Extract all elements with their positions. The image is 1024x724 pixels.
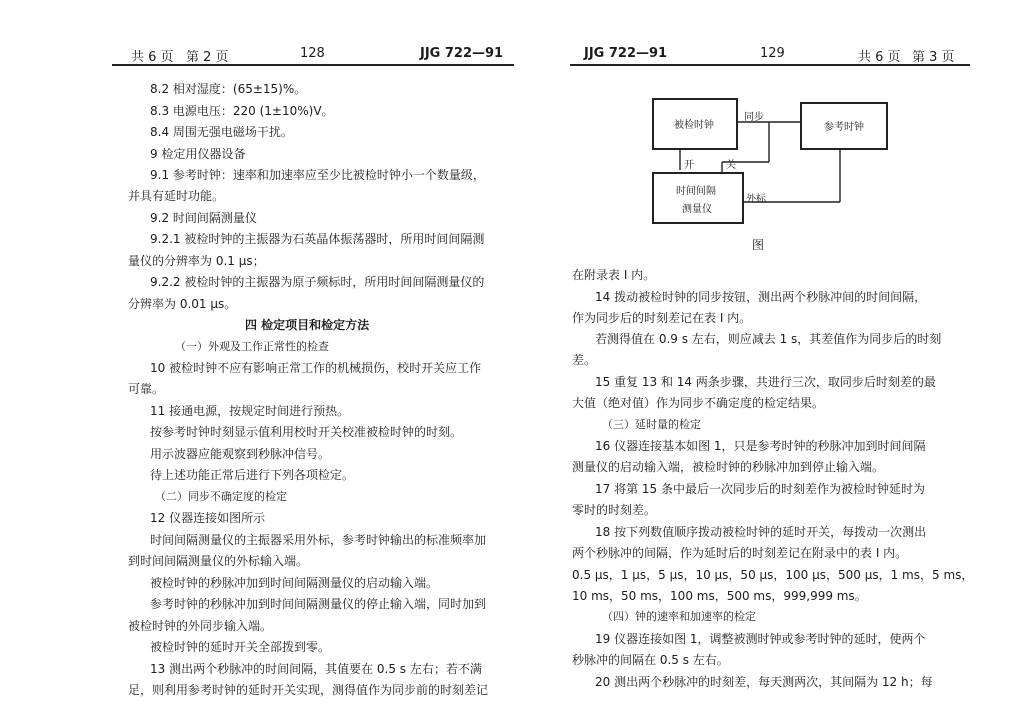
right-header-standard: JJG 722—91 [584, 46, 668, 61]
text-line: 测量仪的启动输入端，被检时钟的秒脉冲加到停止输入端。 [572, 460, 885, 474]
text-line: 8.4 周围无强电磁场干扰。 [150, 125, 293, 139]
right-header-pages: 共 6 页 [858, 50, 901, 65]
subsection-heading: （一）外观及工作正常性的检查 [175, 340, 329, 353]
left-header-rule [112, 64, 514, 66]
text-line: 足，则利用参考时钟的延时开关实现，测得值作为同步前的时刻差记 [128, 683, 489, 697]
text-line: 被检时钟的秒脉冲加到时间间隔测量仪的启动输入端。 [150, 576, 439, 590]
text-line: 量仪的分辨率为 0.1 μs； [128, 254, 265, 268]
text-line: 13 测出两个秒脉冲的时间间隔，其值要在 0.5 s 左右；若不满 [150, 662, 482, 676]
text-line: 18 按下列数值顺序拨动被检时钟的延时开关，每拨动一次测出 [595, 525, 927, 539]
ref-clock-box [800, 102, 888, 150]
text-line: 8.3 电源电压：220 (1±10%)V。 [150, 104, 334, 118]
right-header-page-number: 129 [760, 46, 785, 61]
figure-caption: 图 [752, 238, 765, 252]
ext-ref-label: 外标 [746, 194, 766, 205]
text-line: 14 拨动被检时钟的同步按钮，测出两个秒脉冲间的时间间隔， [595, 290, 927, 304]
text-line: 在附录表 I 内。 [572, 268, 656, 282]
text-line: 9.2.2 被检时钟的主振器为原子频标时，所用时间间隔测量仪的 [150, 275, 485, 289]
text-line: 大值（绝对值）作为同步不确定度的检定结果。 [572, 396, 825, 410]
text-line: 待上述功能正常后进行下列各项检定。 [150, 468, 355, 482]
text-line: 按参考时钟时刻显示值利用校时开关校准被检时钟的时刻。 [150, 425, 463, 439]
right-header-page-no: 第 3 页 [912, 50, 955, 65]
text-line: 被检时钟的延时开关全部拨到零。 [150, 640, 331, 654]
chapter-heading: 四 检定项目和检定方法 [245, 318, 370, 332]
text-line: 19 仪器连接如图 1，调整被测时钟或参考时钟的延时，使两个 [595, 632, 926, 646]
start-label: 开 [684, 160, 694, 171]
left-header-standard: JJG 722—91 [420, 46, 504, 61]
right-page [512, 0, 1024, 724]
text-line: 9.1 参考时钟：速率和加速率应至少比被检时钟小一个数量级， [150, 168, 485, 182]
text-line: 被检时钟的外同步输入端。 [128, 619, 273, 633]
left-header-pages: 共 6 页 [131, 50, 174, 65]
connection-diagram [512, 0, 1024, 260]
left-header-page-number: 128 [300, 46, 325, 61]
counter-label-line2: 测量仪 [682, 204, 712, 215]
text-line: 到时间间隔测量仪的外标输入端。 [128, 554, 309, 568]
text-line: 10 被检时钟不应有影响正常工作的机械损伤，校时开关应工作 [150, 361, 482, 375]
stop-label: 关 [726, 160, 736, 171]
text-line: 分辨率为 0.01 μs。 [128, 297, 237, 311]
text-line: 秒脉冲的间隔在 0.5 s 左右。 [572, 653, 729, 667]
left-header-page-no: 第 2 页 [186, 50, 229, 65]
text-line: 15 重复 13 和 14 两条步骤，共进行三次，取同步后时刻差的最 [595, 375, 936, 389]
delay-values-line: 10 ms，50 ms，100 ms，500 ms，999,999 ms。 [572, 589, 867, 603]
text-line: 两个秒脉冲的间隔，作为延时后的时刻差记在附录中的表 I 内。 [572, 546, 908, 560]
section-heading: 9 检定用仪器设备 [150, 147, 246, 161]
ref-clock-label: 参考时钟 [824, 122, 864, 133]
dut-clock-box [652, 98, 738, 150]
subsection-heading: （三）延时量的检定 [602, 418, 701, 431]
sync-label: 同步 [744, 112, 764, 123]
text-line: 20 测出两个秒脉冲的时刻差，每天测两次，其间隔为 12 h；每 [595, 675, 933, 689]
text-line: 11 接通电源，按规定时间进行预热。 [150, 404, 350, 418]
subsection-heading: （四）钟的速率和加速率的检定 [602, 610, 756, 623]
delay-values-line: 0.5 μs，1 μs，5 μs，10 μs，50 μs，100 μs，500 μs，1 ms，5 ms， [572, 568, 974, 582]
text-line: 12 仪器连接如图所示 [150, 511, 266, 525]
text-line: 参考时钟的秒脉冲加到时间间隔测量仪的停止输入端，同时加到 [150, 597, 487, 611]
text-line: 时间间隔测量仪的主振器采用外标，参考时钟输出的标准频率加 [150, 533, 487, 547]
interval-counter-box [652, 172, 744, 224]
text-line: 零时的时刻差。 [572, 503, 657, 517]
text-line: 8.2 相对湿度：(65±15)%。 [150, 82, 307, 96]
text-line: 16 仪器连接基本如图 1，只是参考时钟的秒脉冲加到时间间隔 [595, 439, 926, 453]
subsection-heading: （二）同步不确定度的检定 [155, 490, 287, 503]
text-line: 并具有延时功能。 [128, 189, 225, 203]
text-line: 17 将第 15 条中最后一次同步后的时刻差作为被检时钟延时为 [595, 482, 925, 496]
text-line: 作为同步后的时刻差记在表 I 内。 [572, 311, 752, 325]
counter-label-line1: 时间间隔 [676, 186, 716, 197]
dut-clock-label: 被检时钟 [674, 120, 714, 131]
text-line: 若测得值在 0.9 s 左右，则应减去 1 s，其差值作为同步后的时刻 [595, 332, 942, 346]
text-line: 可靠。 [128, 382, 165, 396]
text-line: 用示波器应能观察到秒脉冲信号。 [150, 447, 331, 461]
text-line: 差。 [572, 353, 597, 367]
text-line: 9.2.1 被检时钟的主振器为石英晶体振荡器时，所用时间间隔测 [150, 232, 485, 246]
text-line: 9.2 时间间隔测量仪 [150, 211, 257, 225]
